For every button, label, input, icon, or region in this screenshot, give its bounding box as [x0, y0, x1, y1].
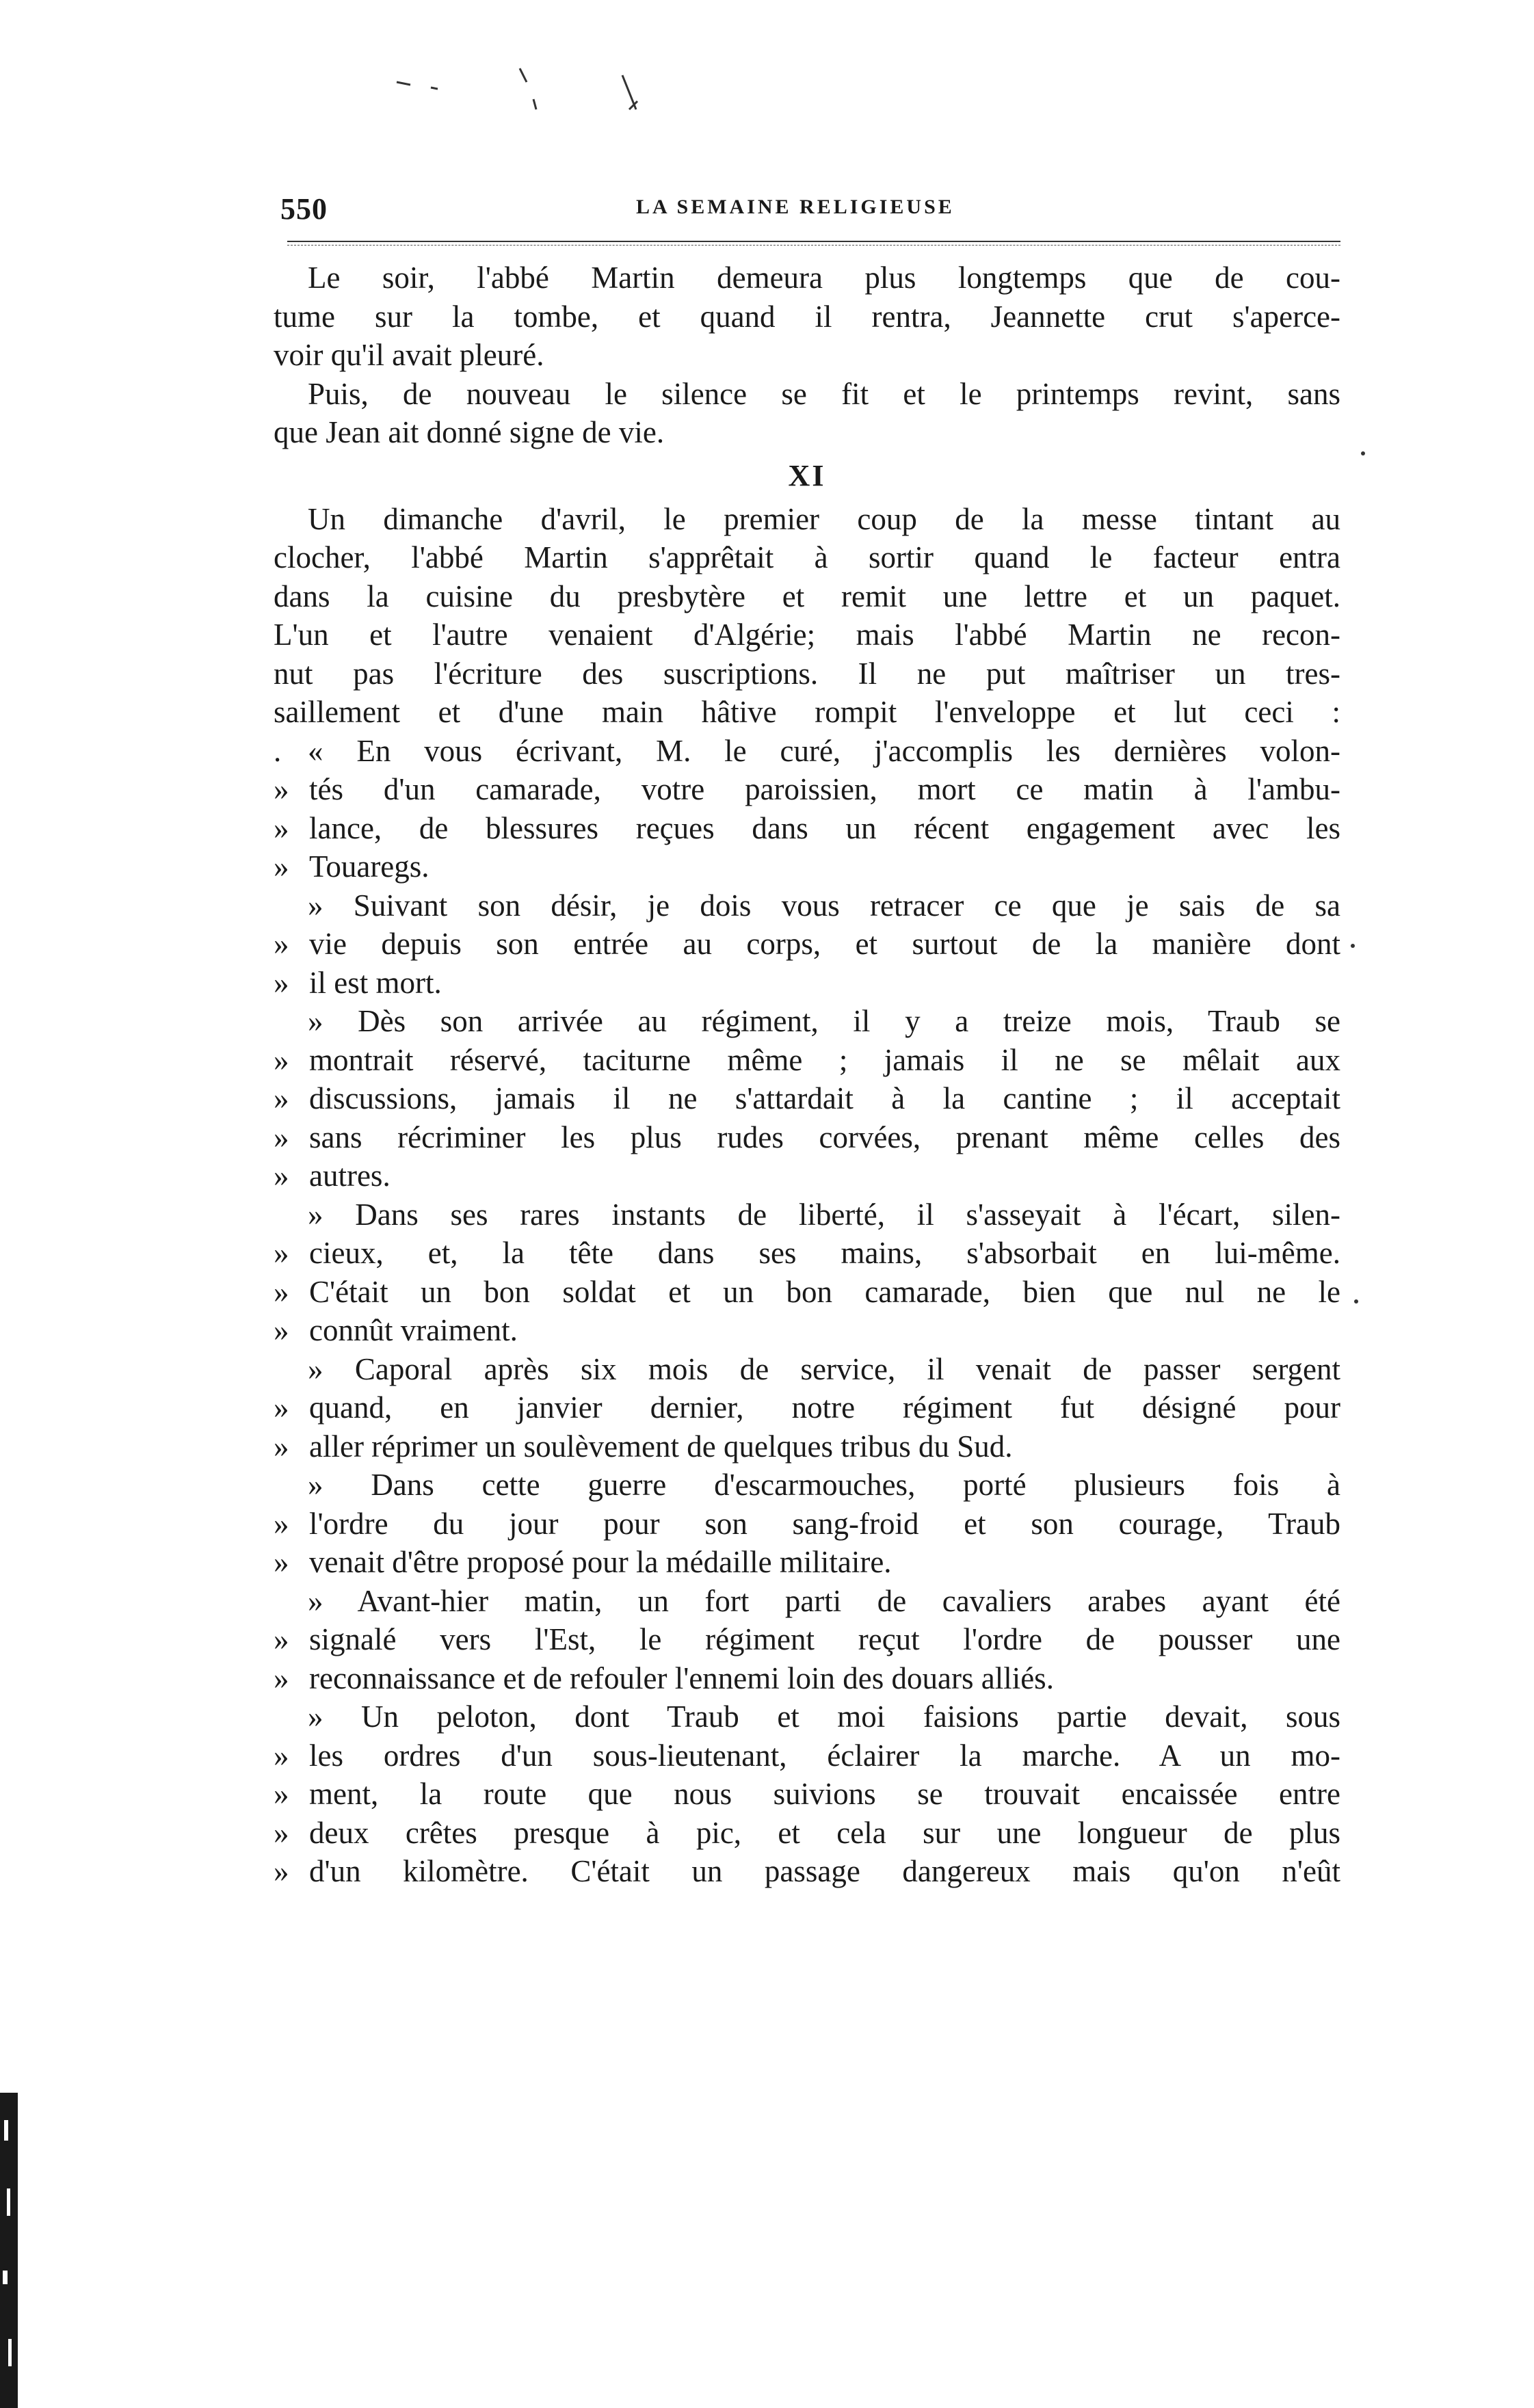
line-text: » Dans ses rares instants de liberté, il s'asseyait à l'écart, silen- [308, 1197, 1340, 1232]
text-line [274, 693, 1340, 732]
text-line [274, 1118, 1340, 1157]
text-line [274, 847, 1340, 886]
guillemet-mark: » [274, 1236, 289, 1270]
text-line [274, 1775, 1340, 1814]
text-line [274, 1852, 1340, 1891]
guillemet-mark: » [274, 1506, 289, 1541]
line-text: Puis, de nouveau le silence se fit et le printemps revint, sans [308, 376, 1340, 411]
body-text [274, 259, 1340, 1891]
guillemet-mark: » [274, 1042, 289, 1077]
line-text: dans la cuisine du presbytère et remit une lettre et un paquet. [274, 579, 1340, 613]
line-text: vie depuis son entrée au corps, et surtout de la manière dont [309, 927, 1340, 961]
guillemet-mark: » [274, 1815, 289, 1850]
line-text: tume sur la tombe, et quand il rentra, Jeannette crut s'aperce- [274, 299, 1340, 334]
text-line [274, 1659, 1340, 1698]
text-line [274, 1427, 1340, 1466]
line-text: clocher, l'abbé Martin s'apprêtait à sortir quand le facteur entra [274, 540, 1340, 574]
line-text: tés d'un camarade, votre paroissien, mort ce matin à l'ambu- [309, 772, 1340, 806]
text-line [274, 1697, 1340, 1736]
text-line [274, 886, 1340, 925]
guillemet-mark: » [274, 1390, 289, 1425]
text-line [274, 616, 1340, 654]
text-line [274, 654, 1340, 693]
line-text: saillement et d'une main hâtive rompit l'enveloppe et lut ceci : [274, 695, 1340, 729]
guillemet-mark: » [274, 1622, 289, 1656]
line-text: deux crêtes presque à pic, et cela sur une longueur de plus [309, 1815, 1340, 1850]
line-text: « En vous écrivant, M. le curé, j'accomplis les dernières volon- [308, 733, 1340, 768]
line-text: d'un kilomètre. C'était un passage dangereux mais qu'on n'eût [309, 1854, 1340, 1888]
line-text: signalé vers l'Est, le régiment reçut l'ordre de pousser une [309, 1622, 1340, 1656]
page-number: 550 [280, 192, 328, 226]
line-text: que Jean ait donné signe de vie. [274, 415, 665, 449]
line-text: » Dans cette guerre d'escarmouches, porté plusieurs fois à [308, 1468, 1340, 1502]
text-line [274, 1814, 1340, 1853]
line-text: ment, la route que nous suivions se trouvait encaissée entre [309, 1777, 1340, 1811]
guillemet-mark: » [274, 1429, 289, 1464]
margin-speck [1354, 1299, 1358, 1304]
line-text: voir qu'il avait pleuré. [274, 338, 544, 372]
scan-edge-artifact [0, 2093, 18, 2408]
guillemet-mark: » [274, 849, 289, 884]
guillemet-mark: » [274, 927, 289, 961]
line-text: montrait réservé, taciturne même ; jamais il ne se mêlait aux [309, 1042, 1340, 1077]
text-line [274, 809, 1340, 848]
line-text: » Un peloton, dont Traub et moi faisions partie devait, sous [308, 1699, 1340, 1734]
guillemet-mark: . [274, 733, 282, 768]
text-line [274, 375, 1340, 414]
line-text: L'un et l'autre venaient d'Algérie; mais l'abbé Martin ne recon- [274, 618, 1340, 652]
line-text: Le soir, l'abbé Martin demeura plus longtemps que de cou- [308, 261, 1340, 295]
margin-speck [1361, 451, 1365, 455]
text-line [274, 1234, 1340, 1273]
text-line [274, 1736, 1340, 1775]
line-text: il est mort. [309, 965, 442, 1000]
line-text: l'ordre du jour pour son sang-froid et son courage, Traub [309, 1506, 1340, 1541]
text-line [274, 1505, 1340, 1544]
line-text: quand, en janvier dernier, notre régiment fut désigné pour [309, 1390, 1340, 1425]
line-text: cieux, et, la tête dans ses mains, s'absorbait en lui-même. [309, 1236, 1340, 1270]
text-line [274, 500, 1340, 539]
text-line [274, 1002, 1340, 1041]
text-line [274, 297, 1340, 336]
guillemet-mark: » [274, 810, 289, 845]
line-text: » Avant-hier matin, un fort parti de cavaliers arabes ayant été [308, 1583, 1340, 1618]
guillemet-mark: » [274, 772, 289, 806]
text-line [274, 1388, 1340, 1427]
text-line [274, 1041, 1340, 1080]
guillemet-mark: » [274, 1545, 289, 1579]
guillemet-mark: » [274, 1777, 289, 1811]
line-text: » Dès son arrivée au régiment, il y a treize mois, Traub se [308, 1004, 1340, 1038]
line-text: lance, de blessures reçues dans un récent engagement avec les [309, 810, 1340, 845]
line-text: discussions, jamais il ne s'attardait à la cantine ; il acceptait [309, 1081, 1340, 1115]
text-line [274, 259, 1340, 297]
text-line [274, 577, 1340, 616]
text-line [274, 770, 1340, 809]
guillemet-mark: » [274, 1274, 289, 1309]
text-line [274, 336, 1340, 375]
text-line [274, 964, 1340, 1003]
text-line [274, 1195, 1340, 1234]
guillemet-mark: » [274, 1738, 289, 1773]
text-line [274, 1273, 1340, 1312]
margin-speck [1351, 944, 1355, 948]
text-line [274, 1466, 1340, 1505]
text-line [274, 1350, 1340, 1389]
line-text: reconnaissance et de refouler l'ennemi loin des douars alliés. [309, 1661, 1054, 1695]
line-text: les ordres d'un sous-lieutenant, éclairer la marche. A un mo- [309, 1738, 1340, 1773]
text-line [274, 925, 1340, 964]
scan-speck-marks [383, 62, 670, 116]
text-line [274, 1543, 1340, 1582]
line-text: sans récriminer les plus rudes corvées, prenant même celles des [309, 1120, 1340, 1154]
line-text: Touaregs. [309, 849, 429, 884]
text-line [274, 413, 1340, 452]
line-text: C'était un bon soldat et un bon camarade, bien que nul ne le [309, 1274, 1340, 1309]
line-text: connût vraiment. [309, 1313, 518, 1347]
text-line [274, 1311, 1340, 1350]
guillemet-mark: » [274, 1120, 289, 1154]
line-text: venait d'être proposé pour la médaille militaire. [309, 1545, 892, 1579]
page-header [280, 191, 1334, 233]
guillemet-mark: » [274, 1661, 289, 1695]
line-text: aller réprimer un soulèvement de quelques tribus du Sud. [309, 1429, 1013, 1464]
guillemet-mark: » [274, 1313, 289, 1347]
guillemet-mark: » [274, 1081, 289, 1115]
text-line [274, 1620, 1340, 1659]
line-text: » Suivant son désir, je dois vous retracer ce que je sais de sa [308, 888, 1340, 923]
text-line [274, 1582, 1340, 1621]
guillemet-mark: » [274, 965, 289, 1000]
section-numeral: XI [788, 458, 826, 492]
line-text: Un dimanche d'avril, le premier coup de la messe tintant au [308, 501, 1340, 536]
line-text: » Caporal après six mois de service, il venait de passer sergent [308, 1351, 1340, 1386]
line-text: autres. [309, 1159, 391, 1193]
line-text: nut pas l'écriture des suscriptions. Il ne put maîtriser un tres- [274, 656, 1340, 691]
guillemet-mark: » [274, 1159, 289, 1193]
text-line [274, 732, 1340, 771]
running-head: LA SEMAINE RELIGIEUSE [636, 196, 955, 218]
text-line [274, 1079, 1340, 1118]
header-rule [287, 241, 1340, 246]
guillemet-mark: » [274, 1854, 289, 1888]
text-line [274, 1156, 1340, 1195]
text-line [274, 538, 1340, 577]
